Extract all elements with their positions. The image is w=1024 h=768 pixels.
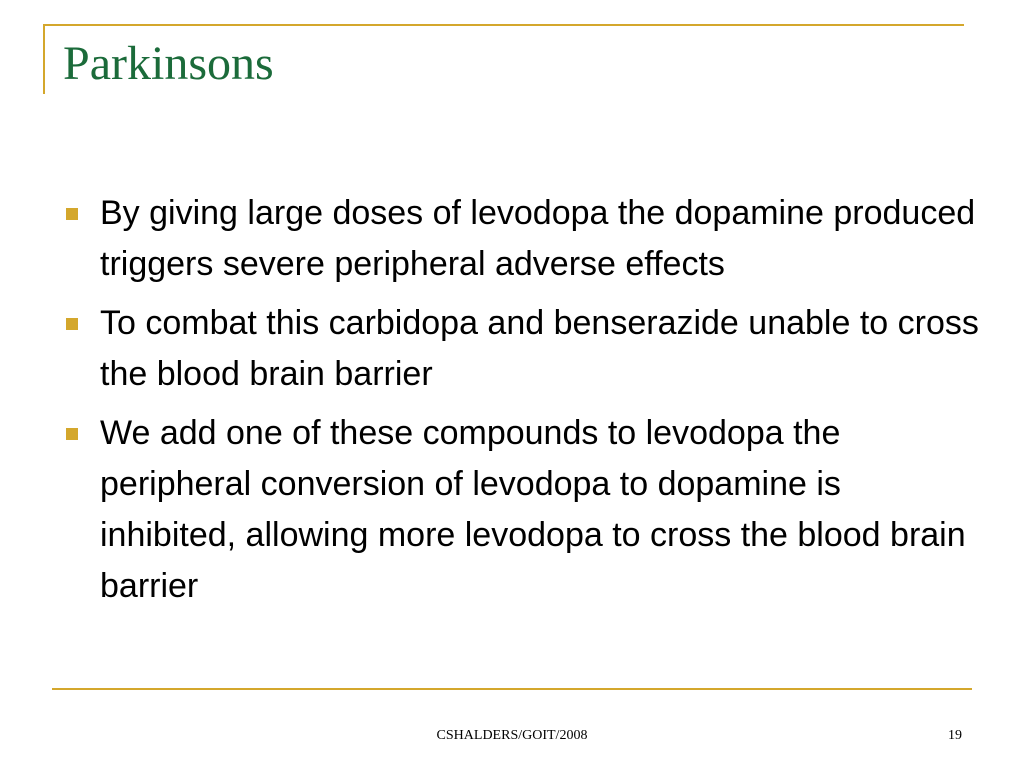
footer-text: CSHALDERS/GOIT/2008 [436, 728, 588, 743]
bullet-text: To combat this carbidopa and benserazide unable to cross the blood brain barrier [100, 304, 979, 393]
square-bullet-icon [66, 208, 78, 220]
bullet-list [62, 188, 982, 620]
bullet-text: We add one of these compounds to levodopa the peripheral conversion of levodopa to dopamine is inhibited, allowing more levodopa to cross the blood brain barrier [100, 414, 966, 605]
page-number: 19 [948, 728, 962, 743]
square-bullet-icon [66, 318, 78, 330]
bullet-item [62, 408, 982, 612]
square-bullet-icon [66, 428, 78, 440]
bullet-item [62, 188, 982, 290]
frame-top-rule [43, 24, 964, 26]
bullet-item [62, 298, 982, 400]
bullet-text: By giving large doses of levodopa the dopamine produced triggers severe peripheral adverse effects [100, 194, 976, 283]
footer-rule [52, 688, 972, 690]
frame-left-rule [43, 24, 45, 94]
slide-title: Parkinsons [63, 37, 274, 90]
